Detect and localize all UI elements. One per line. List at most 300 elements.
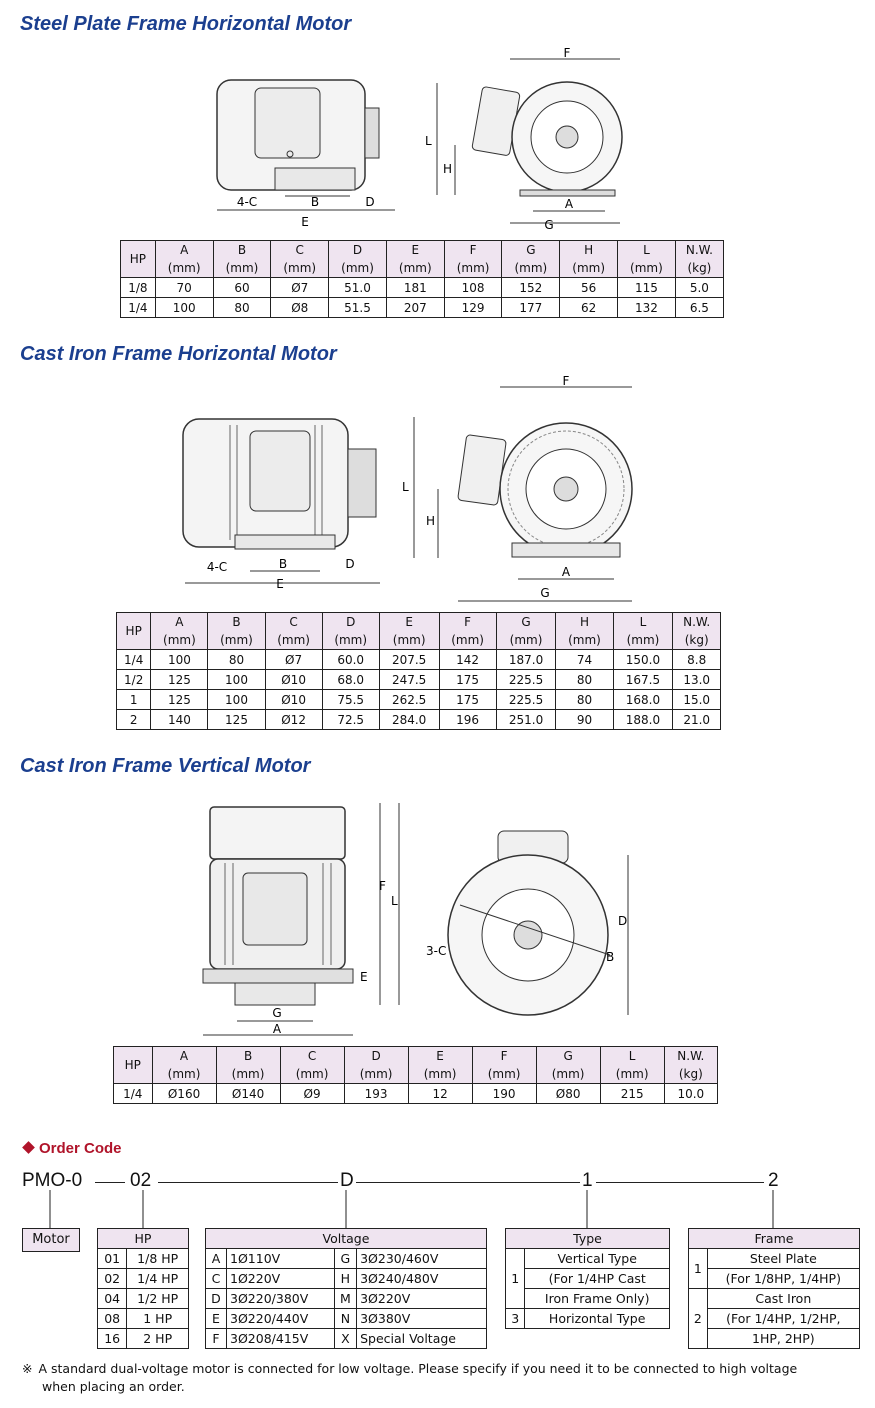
voltage-value: 3Ø230/460V xyxy=(357,1249,487,1269)
voltage-value: 3Ø220/380V xyxy=(227,1289,335,1309)
column-header xyxy=(271,241,329,278)
table-cell: 80 xyxy=(213,298,271,318)
column-header xyxy=(117,613,151,650)
hp-value: 1 HP xyxy=(127,1309,189,1329)
castv-label-e: E xyxy=(360,970,368,984)
table-cell: 100 xyxy=(208,670,265,690)
hp-value: 1/2 HP xyxy=(127,1289,189,1309)
column-header xyxy=(556,613,613,650)
table-cell: 181 xyxy=(386,278,444,298)
table-cell: 207.5 xyxy=(379,650,439,670)
voltage-table-header: Voltage xyxy=(206,1229,487,1249)
table-cell: 125 xyxy=(208,710,265,730)
hp-code: 04 xyxy=(98,1289,127,1309)
frame-value: 1HP, 2HP) xyxy=(707,1329,859,1349)
table-cell: 2 xyxy=(117,710,151,730)
table-cell: 70 xyxy=(155,278,213,298)
code-connector xyxy=(95,1182,125,1183)
column-header-label: C xyxy=(289,615,298,629)
steel-label-d: D xyxy=(365,195,375,209)
cast-vertical-spec-table xyxy=(113,1046,718,1104)
table-cell: 6.5 xyxy=(675,298,723,318)
column-unit: (mm) xyxy=(231,1067,265,1081)
table-cell: Ø7 xyxy=(265,650,322,670)
table-cell: 187.0 xyxy=(496,650,556,670)
column-unit: (mm) xyxy=(509,633,543,647)
steel-spec-table xyxy=(120,240,724,318)
cast-horizontal-spec-table xyxy=(116,612,721,730)
column-header xyxy=(280,1047,344,1084)
castv-label-f: F xyxy=(379,879,386,893)
table-cell: 56 xyxy=(560,278,618,298)
column-unit: (mm) xyxy=(392,633,426,647)
frame-value: Cast Iron xyxy=(707,1289,859,1309)
column-header-label: N.W. xyxy=(683,615,711,629)
table-cell: 5.0 xyxy=(675,278,723,298)
column-unit: (mm) xyxy=(334,633,368,647)
castv-label-a: A xyxy=(272,1022,282,1036)
hp-code-table xyxy=(97,1228,189,1349)
hp-code: 08 xyxy=(98,1309,127,1329)
column-header xyxy=(536,1047,600,1084)
table-cell: 247.5 xyxy=(379,670,439,690)
table-cell: 1/8 xyxy=(121,278,156,298)
table-cell: 1/4 xyxy=(117,650,151,670)
order-code-title: Order Code xyxy=(39,1140,122,1157)
table-cell: 132 xyxy=(618,298,676,318)
casth-label-b: B xyxy=(278,557,288,571)
column-header xyxy=(496,613,556,650)
column-header-label: B xyxy=(232,615,241,629)
table-cell: 72.5 xyxy=(322,710,379,730)
table-cell: 225.5 xyxy=(496,670,556,690)
table-cell: 175 xyxy=(439,690,496,710)
column-unit: (mm) xyxy=(487,1067,521,1081)
steel-label-g: G xyxy=(544,218,554,232)
column-header-label: F xyxy=(464,615,472,629)
castv-side-drawing xyxy=(195,795,410,1040)
voltage-code-table xyxy=(205,1228,487,1349)
column-header xyxy=(344,1047,408,1084)
table-cell: 10.0 xyxy=(664,1084,717,1104)
table-row xyxy=(689,1309,860,1329)
table-row xyxy=(117,710,721,730)
code-connector xyxy=(158,1182,338,1183)
table-cell: 140 xyxy=(151,710,208,730)
column-unit: (mm) xyxy=(359,1067,393,1081)
table-row xyxy=(98,1269,189,1289)
code-part-voltage: D xyxy=(340,1170,354,1191)
casth-front-drawing xyxy=(400,373,640,605)
hp-value: 2 HP xyxy=(127,1329,189,1349)
type-code: 3 xyxy=(506,1309,525,1329)
table-cell: Ø10 xyxy=(265,690,322,710)
voltage-value: 3Ø220V xyxy=(357,1289,487,1309)
table-cell: 15.0 xyxy=(673,690,721,710)
column-unit: (mm) xyxy=(551,1067,585,1081)
castv-label-3c: 3-C xyxy=(426,944,447,958)
column-header-label: E xyxy=(411,243,420,257)
code-connector xyxy=(596,1182,764,1183)
table-row xyxy=(206,1329,487,1349)
column-header-label: L xyxy=(643,243,650,257)
column-header xyxy=(152,1047,216,1084)
column-header-label: E xyxy=(405,615,413,629)
column-header xyxy=(673,613,721,650)
code-connector xyxy=(356,1182,580,1183)
table-cell: Ø7 xyxy=(271,278,329,298)
column-header xyxy=(502,241,560,278)
column-header xyxy=(216,1047,280,1084)
table-cell: 207 xyxy=(386,298,444,318)
voltage-code: X xyxy=(334,1329,356,1349)
table-row xyxy=(689,1289,860,1309)
table-cell: 80 xyxy=(556,670,613,690)
table-row xyxy=(98,1309,189,1329)
column-unit: (mm) xyxy=(615,1067,649,1081)
table-cell: 68.0 xyxy=(322,670,379,690)
table-cell: Ø10 xyxy=(265,670,322,690)
column-header-label: G xyxy=(526,243,536,257)
code-part-prefix: PMO-0 xyxy=(22,1170,83,1191)
column-header xyxy=(600,1047,664,1084)
table-cell: 262.5 xyxy=(379,690,439,710)
table-cell: 80 xyxy=(208,650,265,670)
note-line-2: when placing an order. xyxy=(42,1379,185,1394)
table-cell: 13.0 xyxy=(673,670,721,690)
column-header xyxy=(329,241,387,278)
table-cell: 177 xyxy=(502,298,560,318)
table-cell: 60 xyxy=(213,278,271,298)
table-row xyxy=(506,1309,670,1329)
code-part-frame: 2 xyxy=(768,1170,779,1191)
diamond-icon xyxy=(22,1141,35,1154)
column-header-label: F xyxy=(500,1049,508,1063)
column-header-label: HP xyxy=(129,252,147,266)
table-cell: 100 xyxy=(208,690,265,710)
column-unit: (kg) xyxy=(687,261,712,275)
note-mark: ※ xyxy=(22,1361,33,1376)
table-row xyxy=(506,1289,670,1309)
type-value: Iron Frame Only) xyxy=(525,1289,670,1309)
table-row xyxy=(121,298,724,318)
table-cell: 225.5 xyxy=(496,690,556,710)
hp-value: 1/4 HP xyxy=(127,1269,189,1289)
table-row xyxy=(506,1249,670,1269)
voltage-value: 1Ø110V xyxy=(227,1249,335,1269)
table-cell: 125 xyxy=(151,690,208,710)
type-value: Horizontal Type xyxy=(525,1309,670,1329)
column-header-label: N.W. xyxy=(685,243,713,257)
frame-code: 2 xyxy=(689,1289,708,1349)
steel-label-h: H xyxy=(443,162,453,176)
column-unit: (mm) xyxy=(514,261,548,275)
table-row xyxy=(117,690,721,710)
column-unit: (kg) xyxy=(678,1067,703,1081)
column-unit: (mm) xyxy=(398,261,432,275)
voltage-code: M xyxy=(334,1289,356,1309)
column-unit: (mm) xyxy=(456,261,490,275)
column-header xyxy=(613,613,673,650)
table-row xyxy=(206,1249,487,1269)
column-header xyxy=(675,241,723,278)
table-cell: 188.0 xyxy=(613,710,673,730)
column-header xyxy=(155,241,213,278)
column-header xyxy=(560,241,618,278)
voltage-value: 1Ø220V xyxy=(227,1269,335,1289)
casth-label-4c: 4-C xyxy=(206,560,228,574)
table-row xyxy=(506,1269,670,1289)
voltage-value: 3Ø380V xyxy=(357,1309,487,1329)
voltage-code: E xyxy=(206,1309,227,1329)
voltage-code: G xyxy=(334,1249,356,1269)
table-cell: 142 xyxy=(439,650,496,670)
table-cell: 152 xyxy=(502,278,560,298)
table-cell: 80 xyxy=(556,690,613,710)
voltage-code: F xyxy=(206,1329,227,1349)
steel-label-l: L xyxy=(425,134,432,148)
table-header-row xyxy=(121,241,724,278)
column-header-label: HP xyxy=(125,624,142,638)
column-unit: (mm) xyxy=(167,1067,201,1081)
table-row xyxy=(98,1289,189,1309)
casth-label-h: H xyxy=(426,514,436,528)
column-header xyxy=(208,613,265,650)
column-unit: (kg) xyxy=(684,633,709,647)
column-unit: (mm) xyxy=(220,633,253,647)
castv-label-g: G xyxy=(272,1006,282,1020)
voltage-code: N xyxy=(334,1309,356,1329)
column-header xyxy=(322,613,379,650)
castv-label-b: B xyxy=(606,950,615,964)
table-cell: 167.5 xyxy=(613,670,673,690)
column-unit: (mm) xyxy=(568,633,601,647)
voltage-code: C xyxy=(206,1269,227,1289)
code-leader-lines xyxy=(0,1190,875,1230)
table-cell: Ø140 xyxy=(216,1084,280,1104)
column-unit: (mm) xyxy=(451,633,484,647)
table-cell: 193 xyxy=(344,1084,408,1104)
table-cell: 75.5 xyxy=(322,690,379,710)
table-cell: 175 xyxy=(439,670,496,690)
code-part-hp: 02 xyxy=(130,1170,152,1191)
hp-code: 16 xyxy=(98,1329,127,1349)
hp-code: 02 xyxy=(98,1269,127,1289)
casth-side-drawing xyxy=(175,405,385,595)
table-cell: 150.0 xyxy=(613,650,673,670)
table-cell: 251.0 xyxy=(496,710,556,730)
column-header xyxy=(408,1047,472,1084)
table-row xyxy=(98,1329,189,1349)
frame-table-header: Frame xyxy=(689,1229,860,1249)
column-header-label: C xyxy=(307,1049,317,1063)
table-header-row xyxy=(114,1047,718,1084)
casth-label-d: D xyxy=(345,557,355,571)
column-unit: (mm) xyxy=(283,261,317,275)
frame-value: (For 1/8HP, 1/4HP) xyxy=(707,1269,859,1289)
column-header xyxy=(121,241,156,278)
steel-front-drawing xyxy=(415,45,635,232)
table-cell: 1/2 xyxy=(117,670,151,690)
casth-label-a: A xyxy=(561,565,571,579)
table-row xyxy=(206,1269,487,1289)
table-cell: 74 xyxy=(556,650,613,670)
type-table-header: Type xyxy=(506,1229,670,1249)
table-cell: 60.0 xyxy=(322,650,379,670)
table-cell: 115 xyxy=(618,278,676,298)
column-header-label: D xyxy=(371,1049,381,1063)
column-unit: (mm) xyxy=(295,1067,329,1081)
table-cell: 1/4 xyxy=(114,1084,153,1104)
castv-front-drawing xyxy=(420,825,630,1035)
voltage-value: 3Ø240/480V xyxy=(357,1269,487,1289)
voltage-value: 3Ø208/415V xyxy=(227,1329,335,1349)
section-title-cast-vertical: Cast Iron Frame Vertical Motor xyxy=(20,755,311,777)
type-value: (For 1/4HP Cast xyxy=(525,1269,670,1289)
table-cell: 196 xyxy=(439,710,496,730)
column-unit: (mm) xyxy=(572,261,606,275)
column-header-label: N.W. xyxy=(677,1049,705,1063)
table-row xyxy=(117,650,721,670)
table-cell: 62 xyxy=(560,298,618,318)
note-line-1: A standard dual-voltage motor is connected for low voltage. Please specify if you need it to be connected to high voltage xyxy=(38,1361,798,1376)
column-header-label: C xyxy=(295,243,304,257)
column-unit: (mm) xyxy=(167,261,201,275)
table-row xyxy=(689,1269,860,1289)
table-cell: 1 xyxy=(117,690,151,710)
column-header-label: A xyxy=(179,1049,189,1063)
type-value: Vertical Type xyxy=(525,1249,670,1269)
castv-label-l: L xyxy=(391,894,398,908)
table-cell: 21.0 xyxy=(673,710,721,730)
hp-code: 01 xyxy=(98,1249,127,1269)
column-header-label: G xyxy=(563,1049,573,1063)
column-header-label: HP xyxy=(124,1058,141,1072)
column-header-label: L xyxy=(639,615,647,629)
order-code-heading xyxy=(24,1140,122,1157)
casth-label-e: E xyxy=(276,577,284,591)
table-cell: Ø9 xyxy=(280,1084,344,1104)
steel-label-e: E xyxy=(301,215,309,229)
hp-value: 1/8 HP xyxy=(127,1249,189,1269)
column-header-label: A xyxy=(175,615,184,629)
frame-code: 1 xyxy=(689,1249,708,1289)
column-header-label: E xyxy=(436,1049,444,1063)
column-header-label: B xyxy=(237,243,247,257)
frame-value: Steel Plate xyxy=(707,1249,859,1269)
column-header xyxy=(472,1047,536,1084)
column-unit: (mm) xyxy=(626,633,660,647)
table-header-row xyxy=(117,613,721,650)
column-header xyxy=(213,241,271,278)
table-row xyxy=(121,278,724,298)
casth-label-l: L xyxy=(402,480,409,494)
table-cell: 215 xyxy=(600,1084,664,1104)
table-cell: Ø8 xyxy=(271,298,329,318)
column-header-label: L xyxy=(628,1049,636,1063)
hp-table-header: HP xyxy=(98,1229,189,1249)
table-row xyxy=(689,1329,860,1349)
table-row xyxy=(689,1249,860,1269)
voltage-value: 3Ø220/440V xyxy=(227,1309,335,1329)
column-header xyxy=(618,241,676,278)
table-cell: 51.0 xyxy=(329,278,387,298)
section-title-steel: Steel Plate Frame Horizontal Motor xyxy=(20,13,352,35)
column-header xyxy=(151,613,208,650)
motor-label-box: Motor xyxy=(22,1228,80,1252)
table-row xyxy=(117,670,721,690)
table-cell: 51.5 xyxy=(329,298,387,318)
voltage-code: A xyxy=(206,1249,227,1269)
column-header-label: F xyxy=(469,243,477,257)
table-cell: 12 xyxy=(408,1084,472,1104)
voltage-code: H xyxy=(334,1269,356,1289)
section-title-cast-horizontal: Cast Iron Frame Horizontal Motor xyxy=(20,343,337,365)
table-cell: 8.8 xyxy=(673,650,721,670)
column-unit: (mm) xyxy=(225,261,259,275)
table-cell: Ø80 xyxy=(536,1084,600,1104)
steel-side-drawing xyxy=(205,70,405,232)
voltage-value: Special Voltage xyxy=(357,1329,487,1349)
column-header-label: D xyxy=(352,243,363,257)
column-unit: (mm) xyxy=(630,261,663,275)
column-header xyxy=(379,613,439,650)
column-header-label: A xyxy=(180,243,189,257)
table-cell: 108 xyxy=(444,278,502,298)
type-code: 1 xyxy=(506,1249,525,1309)
table-row xyxy=(98,1249,189,1269)
column-header-label: G xyxy=(521,615,531,629)
column-unit: (mm) xyxy=(341,261,374,275)
column-header xyxy=(114,1047,153,1084)
table-cell: 168.0 xyxy=(613,690,673,710)
table-cell: 125 xyxy=(151,670,208,690)
column-header-label: D xyxy=(346,615,356,629)
steel-label-4c: 4-C xyxy=(236,195,258,209)
frame-value: (For 1/4HP, 1/2HP, xyxy=(707,1309,859,1329)
column-header xyxy=(664,1047,717,1084)
table-cell: 129 xyxy=(444,298,502,318)
table-cell: 284.0 xyxy=(379,710,439,730)
frame-code-table xyxy=(688,1228,860,1349)
table-row xyxy=(206,1309,487,1329)
casth-label-f: F xyxy=(562,374,570,388)
column-header-label: H xyxy=(579,615,590,629)
column-unit: (mm) xyxy=(163,633,196,647)
steel-label-a: A xyxy=(564,197,574,211)
table-row xyxy=(114,1084,718,1104)
column-header xyxy=(386,241,444,278)
casth-label-g: G xyxy=(540,586,550,600)
table-cell: 100 xyxy=(155,298,213,318)
column-header-label: H xyxy=(584,243,594,257)
steel-label-f: F xyxy=(563,46,571,60)
code-part-type: 1 xyxy=(582,1170,593,1191)
voltage-code: D xyxy=(206,1289,227,1309)
table-cell: 90 xyxy=(556,710,613,730)
steel-label-b: B xyxy=(310,195,320,209)
column-unit: (mm) xyxy=(423,1067,457,1081)
column-header-label: B xyxy=(243,1049,253,1063)
table-cell: 190 xyxy=(472,1084,536,1104)
type-code-table xyxy=(505,1228,670,1329)
table-cell: Ø12 xyxy=(265,710,322,730)
table-cell: 100 xyxy=(151,650,208,670)
column-header xyxy=(444,241,502,278)
column-header xyxy=(265,613,322,650)
castv-label-d: D xyxy=(618,914,628,928)
table-row xyxy=(206,1289,487,1309)
